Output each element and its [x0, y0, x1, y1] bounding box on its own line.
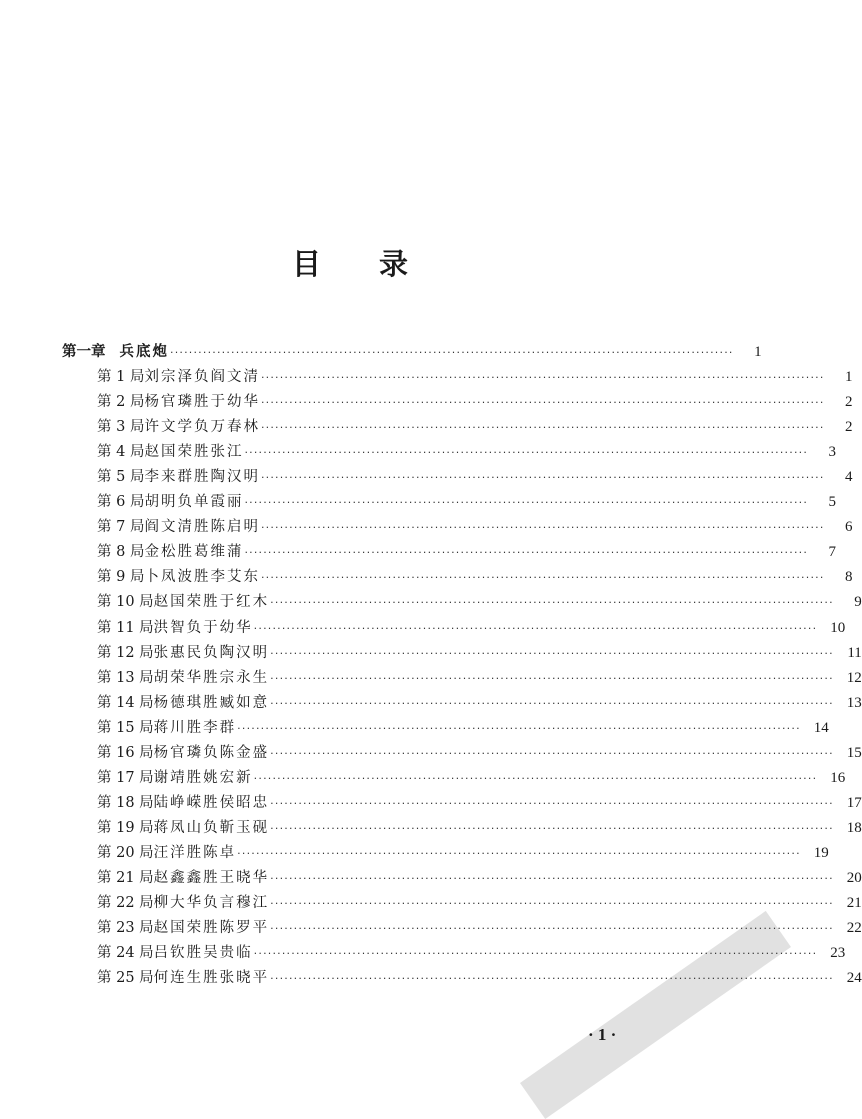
- dot-leader: ························································································································: [260, 571, 825, 585]
- game-title: 何连生胜张晓平: [153, 970, 270, 987]
- game-title: 许文学负万春林: [144, 419, 260, 436]
- toc-entry[interactable]: [62, 866, 862, 891]
- page-number: 16: [830, 769, 846, 786]
- dot-leader: ························································································································: [260, 471, 825, 485]
- toc-entry[interactable]: [62, 966, 862, 991]
- page-number: 24: [846, 970, 862, 987]
- game-title: 汪洋胜陈卓: [153, 844, 237, 861]
- dot-leader: ························································································································: [260, 421, 825, 435]
- game-title: 杨官璘负陈金盛: [153, 744, 270, 761]
- game-label: 第 10 局: [97, 594, 154, 611]
- game-title: 胡荣华胜宗永生: [153, 669, 270, 686]
- game-title: 吕钦胜吴贵临: [153, 945, 253, 962]
- page-number: 11: [847, 644, 862, 661]
- toc-entry[interactable]: [62, 490, 837, 515]
- page-number: 3: [828, 444, 837, 461]
- dot-leader: ························································································································: [270, 671, 834, 685]
- game-label: 第 9 局: [97, 569, 145, 586]
- toc-entry[interactable]: [62, 616, 846, 641]
- game-title: 卜凤波胜李艾东: [144, 569, 260, 586]
- toc-entry[interactable]: [62, 666, 862, 691]
- page-number: 10: [830, 619, 846, 636]
- dot-leader: ························································································································: [270, 972, 834, 986]
- game-label: 第 13 局: [97, 669, 154, 686]
- game-label: 第 14 局: [97, 694, 154, 711]
- toc-entry[interactable]: [62, 465, 853, 490]
- game-title: 赵国荣胜于红木: [153, 594, 270, 611]
- game-label: 第 24 局: [97, 945, 154, 962]
- game-label: 第 7 局: [97, 519, 145, 536]
- dot-leader: ························································································································: [270, 871, 834, 885]
- toc-entry[interactable]: [62, 415, 853, 440]
- dot-leader: ························································································································: [270, 696, 834, 710]
- game-title: 谢靖胜姚宏新: [153, 769, 253, 786]
- page-number: 15: [846, 744, 862, 761]
- dot-leader: ························································································································: [270, 796, 834, 810]
- game-title: 杨官璘胜于幼华: [144, 394, 260, 411]
- toc-entry[interactable]: [62, 816, 862, 841]
- game-label: 第 12 局: [97, 644, 154, 661]
- page-number: 23: [830, 945, 846, 962]
- page-number: 18: [846, 819, 862, 836]
- page-number: 7: [828, 544, 837, 561]
- game-label: 第 22 局: [97, 895, 154, 912]
- dot-leader: ························································································································: [237, 721, 801, 735]
- dot-leader: ························································································································: [260, 371, 825, 385]
- game-label: 第 6 局: [97, 494, 145, 511]
- toc-entry[interactable]: [62, 716, 829, 741]
- dot-leader: ························································································································: [253, 947, 818, 961]
- game-label: 第 4 局: [97, 444, 145, 461]
- page-number: 1: [845, 369, 853, 386]
- page-number: 6: [845, 519, 853, 536]
- page-number: 1: [754, 344, 762, 360]
- game-label: 第 11 局: [97, 619, 154, 636]
- table-of-contents: [62, 340, 862, 991]
- game-title: 张惠民负陶汉明: [153, 644, 270, 661]
- game-title: 赵鑫鑫胜王晓华: [153, 869, 270, 886]
- toc-entry[interactable]: [62, 440, 837, 465]
- page-title: 目 录: [291, 247, 433, 281]
- toc-entry[interactable]: [62, 515, 853, 540]
- game-title: 洪智负于幼华: [153, 619, 253, 636]
- dot-leader: ························································································································: [253, 621, 818, 635]
- game-title: 李来群胜陶汉明: [144, 469, 260, 486]
- toc-entry[interactable]: [62, 365, 853, 390]
- game-title: 蒋凤山负靳玉砚: [153, 819, 270, 836]
- game-label: 第 15 局: [97, 719, 154, 736]
- toc-entry[interactable]: [62, 791, 862, 816]
- game-title: 陆峥嵘胜侯昭忠: [153, 794, 270, 811]
- toc-entry[interactable]: [62, 565, 853, 590]
- game-label: 第 21 局: [97, 869, 154, 886]
- page-number: 20: [846, 869, 862, 886]
- toc-entry[interactable]: [62, 540, 837, 565]
- dot-leader: ························································································································: [270, 897, 834, 911]
- chapter-name: 兵底炮: [119, 344, 169, 360]
- game-title: 金松胜葛维蒲: [144, 544, 244, 561]
- game-label: 第 2 局: [97, 394, 145, 411]
- game-label: 第 1 局: [97, 369, 145, 386]
- game-label: 第 17 局: [97, 769, 154, 786]
- game-label: 第 3 局: [97, 419, 145, 436]
- dot-leader: ························································································································: [244, 446, 809, 460]
- dot-leader: ························································································································: [237, 846, 801, 860]
- dot-leader: ························································································································: [270, 821, 834, 835]
- dot-leader: ························································································································: [270, 596, 834, 610]
- toc-entry[interactable]: [62, 766, 846, 791]
- toc-entry[interactable]: [62, 590, 862, 615]
- dot-leader: ························································································································: [244, 546, 809, 560]
- game-label: 第 18 局: [97, 794, 154, 811]
- game-label: 第 8 局: [97, 544, 145, 561]
- page-number: 19: [813, 844, 829, 861]
- page-number: 12: [846, 669, 862, 686]
- toc-entry[interactable]: [62, 841, 829, 866]
- page-number: 14: [813, 719, 829, 736]
- toc-entry[interactable]: [62, 691, 862, 716]
- game-label: 第 5 局: [97, 469, 145, 486]
- dot-leader: ························································································································: [270, 746, 834, 760]
- dot-leader: ························································································································: [260, 396, 825, 410]
- page-number: 21: [846, 895, 862, 912]
- dot-leader: ························································································································: [260, 521, 825, 535]
- footer-page-number: · 1 ·: [588, 1025, 617, 1044]
- dot-leader: ························································································································: [270, 646, 834, 660]
- toc-entry[interactable]: [62, 741, 862, 766]
- game-title: 柳大华负言穆江: [153, 895, 270, 912]
- page-number: 8: [845, 569, 853, 586]
- page-number: 4: [845, 469, 853, 486]
- page-number: 22: [846, 920, 862, 937]
- game-label: 第 23 局: [97, 920, 154, 937]
- game-title: 杨德琪胜臧如意: [153, 694, 270, 711]
- game-title: 赵国荣胜陈罗平: [153, 920, 270, 937]
- page-number: 2: [845, 394, 853, 411]
- page-number: 9: [854, 594, 862, 611]
- toc-entry[interactable]: [62, 891, 862, 916]
- toc-entry[interactable]: [62, 916, 862, 941]
- game-title: 刘宗泽负阎文清: [144, 369, 260, 386]
- dot-leader: ························································································································: [170, 346, 734, 359]
- dot-leader: ························································································································: [244, 496, 809, 510]
- chapter-label: 第一章: [62, 344, 106, 360]
- game-title: 胡明负单霞丽: [144, 494, 244, 511]
- toc-entry[interactable]: [62, 390, 853, 415]
- game-label: 第 16 局: [97, 744, 154, 761]
- game-label: 第 20 局: [97, 844, 154, 861]
- dot-leader: ························································································································: [253, 771, 818, 785]
- chapter-row[interactable]: [62, 340, 762, 365]
- game-title: 阎文清胜陈启明: [144, 519, 260, 536]
- page-number: 17: [846, 794, 862, 811]
- page-number: 5: [828, 494, 837, 511]
- page-number: 13: [846, 694, 862, 711]
- page-number: 2: [845, 419, 853, 436]
- game-label: 第 25 局: [97, 970, 154, 987]
- dot-leader: ························································································································: [270, 922, 834, 936]
- toc-entry[interactable]: [62, 941, 846, 966]
- toc-entry[interactable]: [62, 641, 862, 666]
- game-title: 赵国荣胜张江: [144, 444, 244, 461]
- game-label: 第 19 局: [97, 819, 154, 836]
- game-title: 蒋川胜李群: [153, 719, 237, 736]
